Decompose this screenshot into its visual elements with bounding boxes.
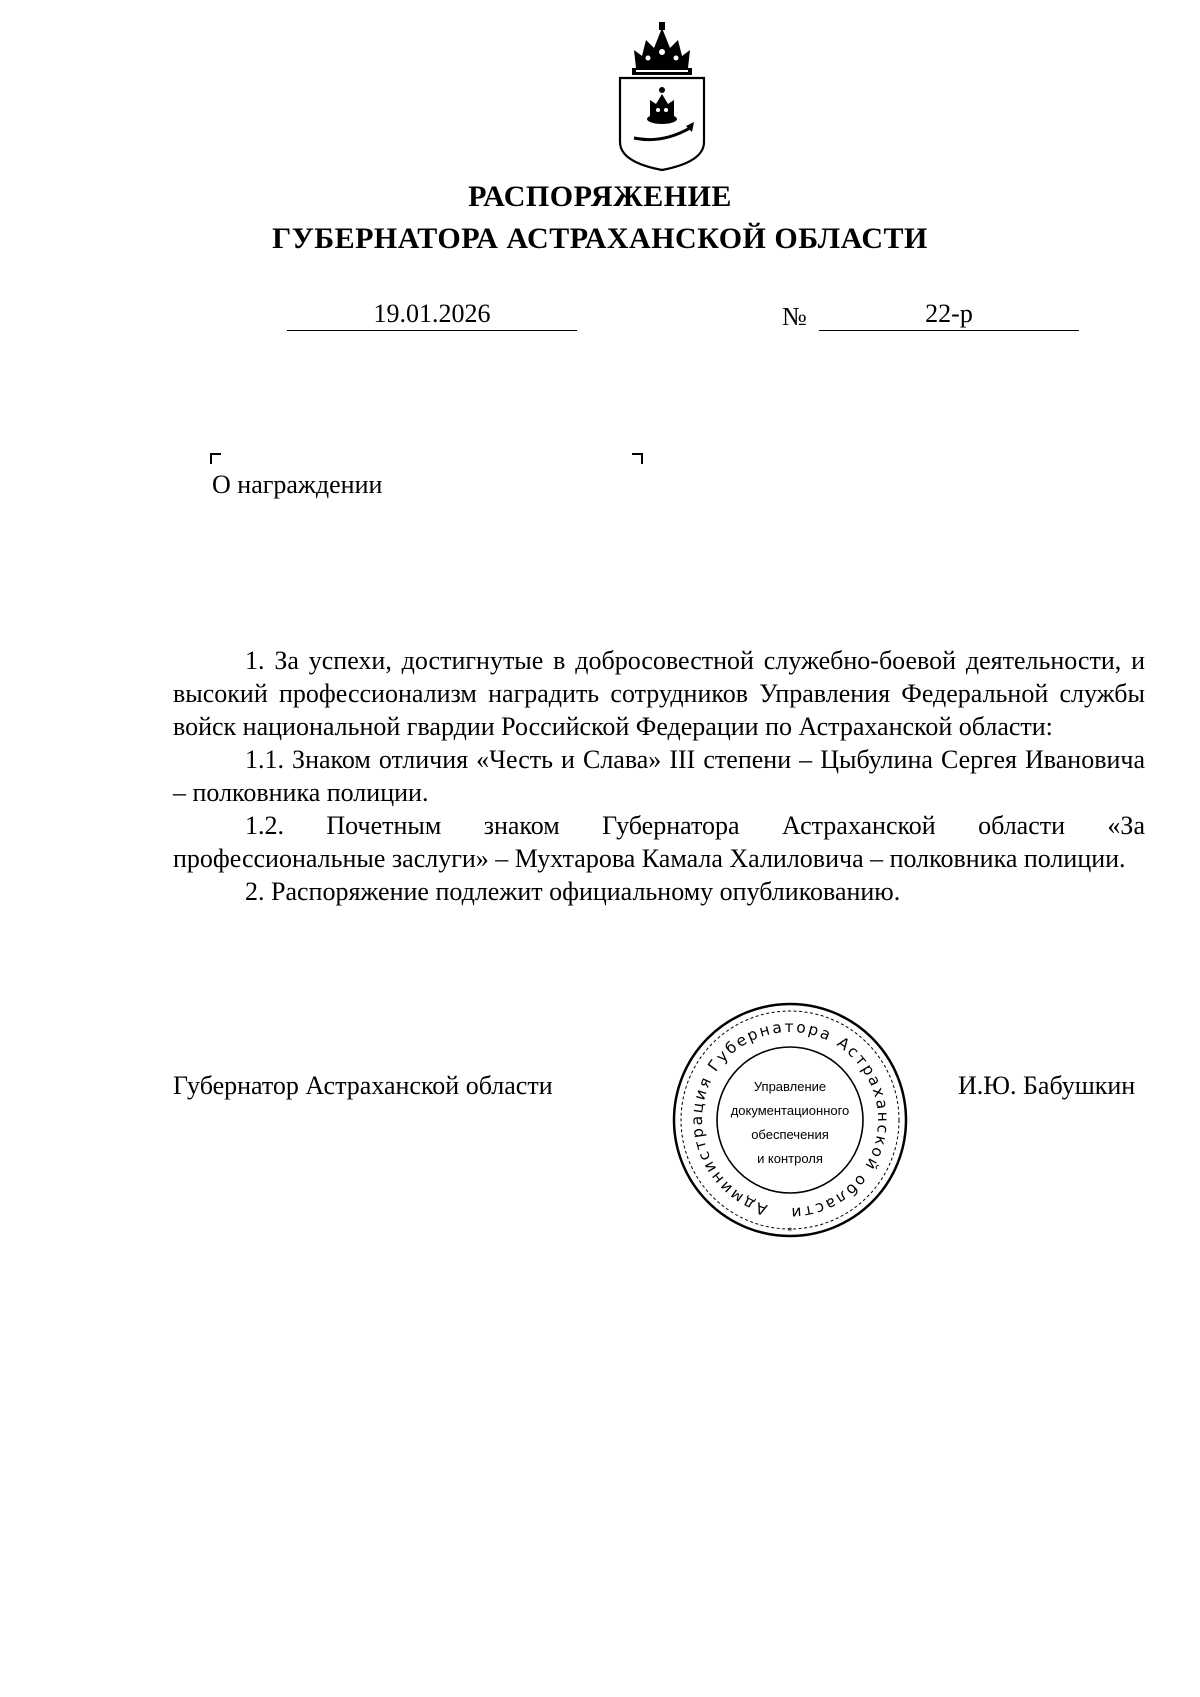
paragraph-1-1: 1.1. Знаком отличия «Честь и Слава» III степени – Цыбулина Сергея Ивановича – полковника полиции. <box>173 745 1145 807</box>
document-number: 22-р <box>819 298 1079 331</box>
document-type-title: РАСПОРЯЖЕНИЕ <box>468 180 732 213</box>
document-date: 19.01.2026 <box>287 298 577 331</box>
document-body <box>173 644 1145 908</box>
subject-corner-right-mark <box>632 453 643 464</box>
coat-of-arms-emblem <box>616 22 708 172</box>
paragraph-2: 2. Распоряжение подлежит официальному опубликованию. <box>245 877 901 906</box>
paragraph-1-2: 1.2. Почетным знаком Губернатора Астраханской области «За профессиональные заслуги» – Мухтарова Камала Халиловича – полковника полиции. <box>173 811 1145 873</box>
signer-position: Губернатор Астраханской области <box>173 1071 553 1100</box>
document-subject: О награждении <box>212 470 383 499</box>
stamp-center-line-1: Управление <box>753 1079 827 1094</box>
issuer-title: ГУБЕРНАТОРА АСТРАХАНСКОЙ ОБЛАСТИ <box>272 222 928 255</box>
number-sign: № <box>782 302 807 331</box>
stamp-center-line-2: документационного <box>730 1103 850 1118</box>
stamp-center-line-3: обеспечения <box>751 1127 829 1142</box>
paragraph-1: 1. За успехи, достигнутые в добросовестной служебно-боевой деятельности, и высокий профессионализм наградить сотрудников Управления Федеральной службы войск национальной гвардии Российской Федерации по Астраханской области: <box>173 646 1145 741</box>
stamp-star-icon: * <box>787 1226 793 1237</box>
stamp-ring-text: Администрация Губернатора Астраханской области <box>687 1017 893 1223</box>
stamp-center-line-4: и контроля <box>757 1151 823 1166</box>
signer-name: И.Ю. Бабушкин <box>958 1071 1136 1100</box>
official-stamp <box>670 1000 910 1240</box>
subject-corner-left-mark <box>210 453 221 464</box>
svg-text:Администрация Губернатора Астр <box>688 1018 892 1222</box>
